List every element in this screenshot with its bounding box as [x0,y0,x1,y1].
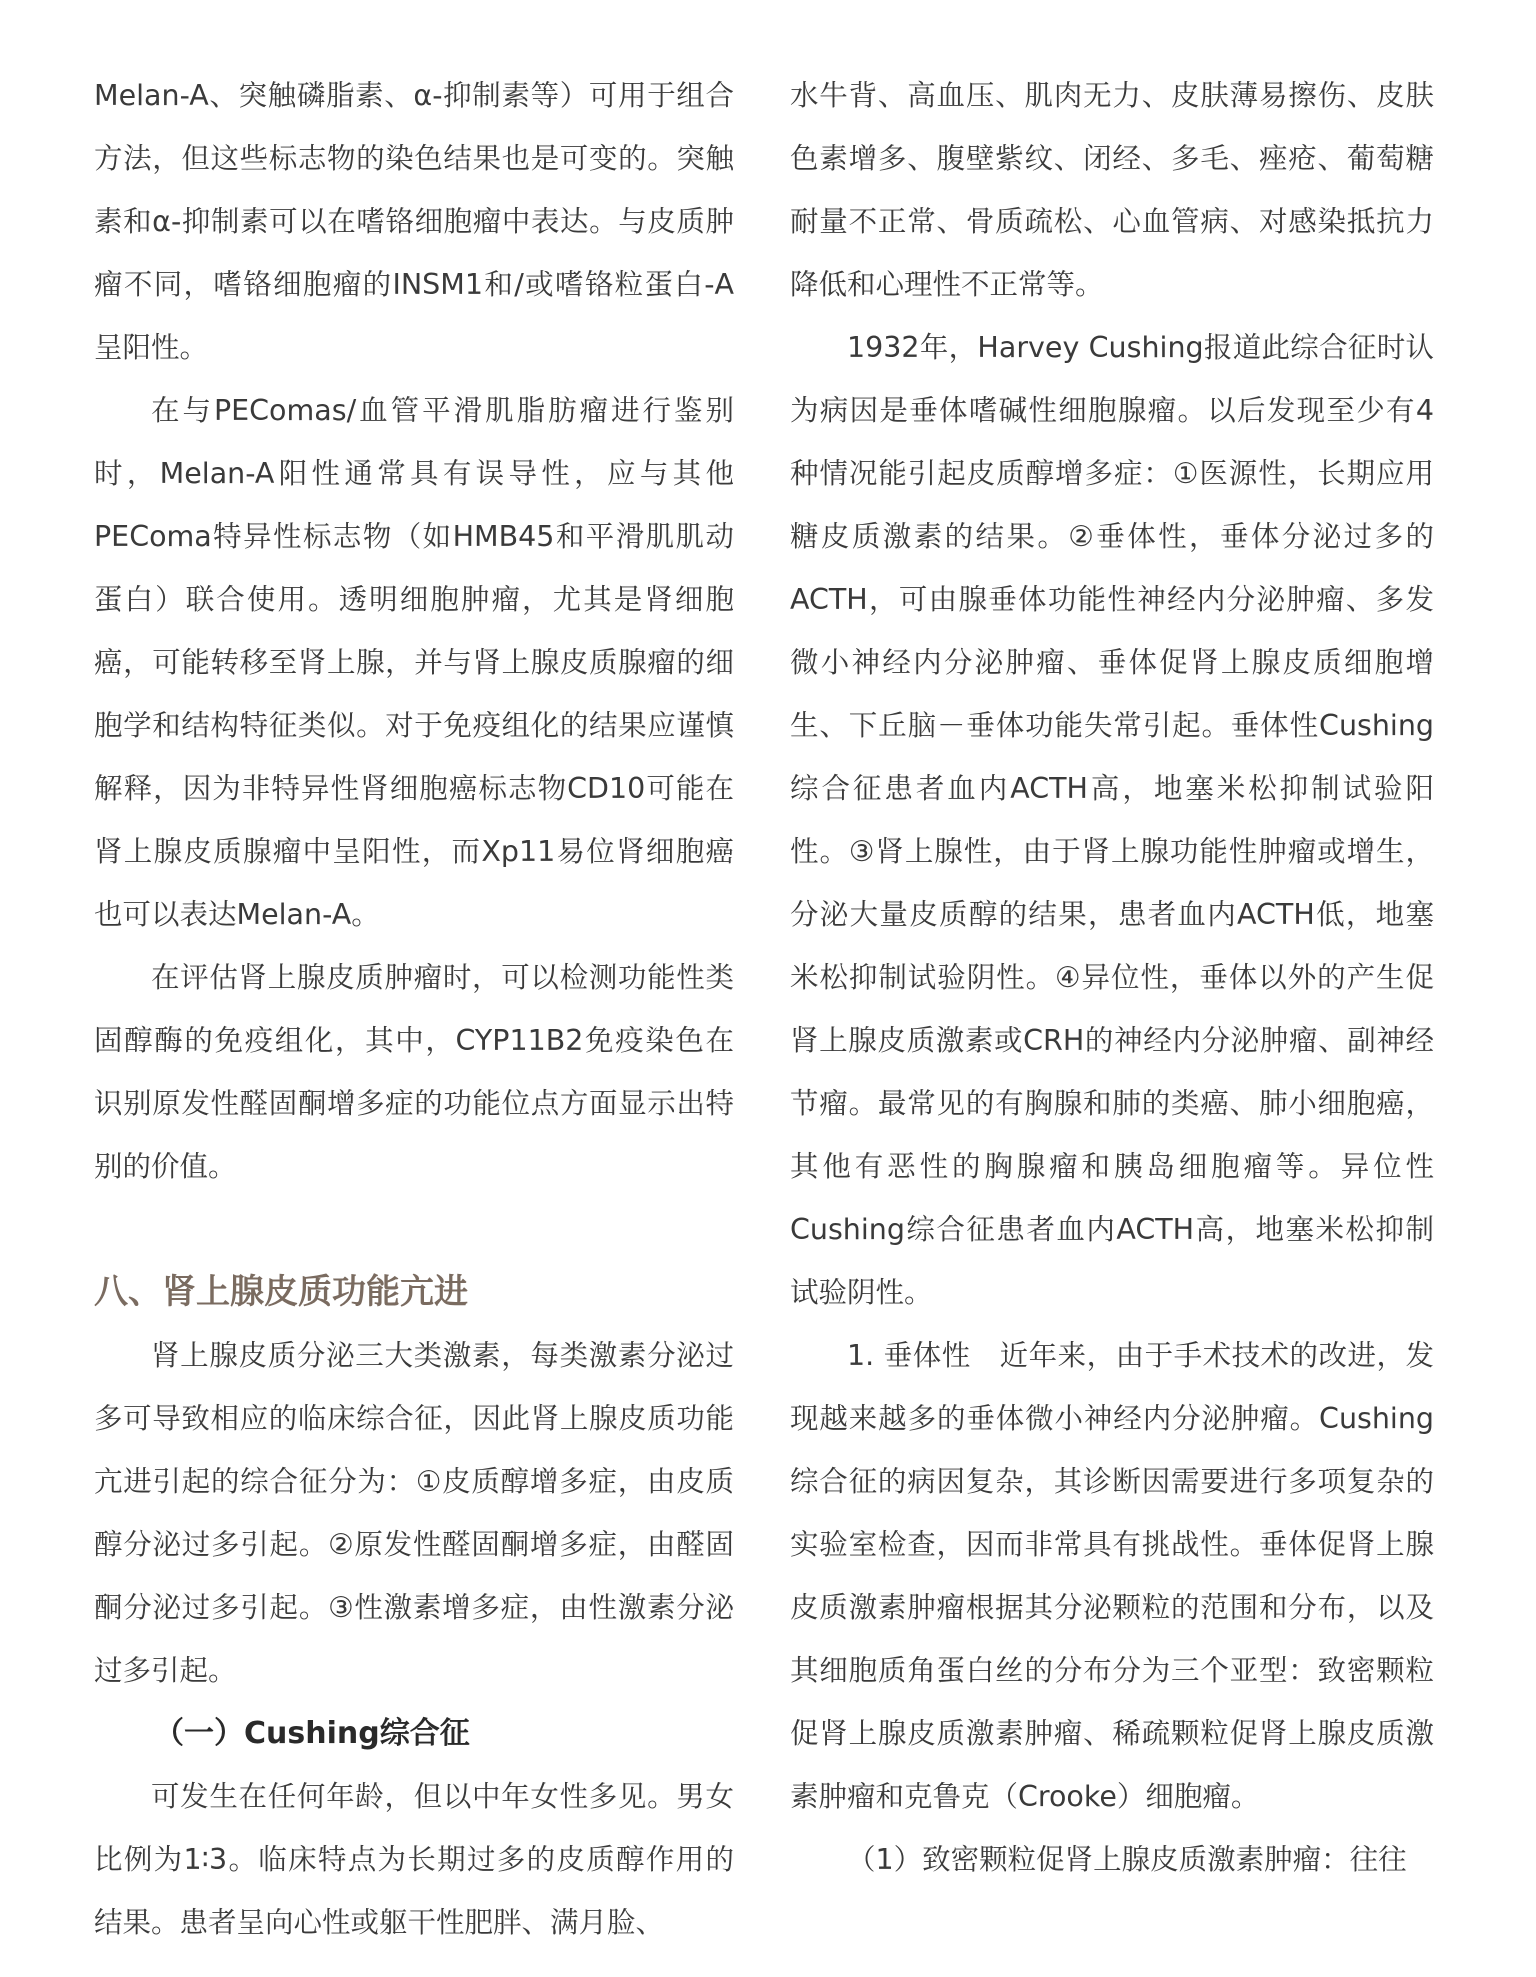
paragraph-dense-granule: （1）致密颗粒促肾上腺皮质激素肿瘤：往往 [847,1843,1407,1876]
paragraph-symptoms-continued: 水牛背、高血压、肌肉无力、皮肤薄易擦伤、皮肤色素增多、腹壁紫纹、闭经、多毛、痤疮、葡萄糖耐量不正常、骨质疏松、心血管病、对感染抵抗力降低和心理性不正常等。 [790,79,1434,301]
right-column [790,64,1434,1891]
subheading-cushing: （一）Cushing综合征 [154,1716,470,1751]
section-heading-hyperfunction: 八、肾上腺皮质功能亢进 [94,1272,468,1312]
paragraph-pecoma-differential: 在与PEComas/血管平滑肌脂肪瘤进行鉴别时，Melan-A阳性通常具有误导性，应与其他PEComa特异性标志物（如HMB45和平滑肌肌动蛋白）联合使用。透明细胞肿瘤，尤其是肾细胞癌，可能转移至肾上腺，并与肾上腺皮质腺瘤的细胞学和结构特征类似。对于免疫组化的结果应谨慎解释，因为非特异性肾细胞癌标志物CD10可能在肾上腺皮质腺瘤中呈阳性，而Xp11易位肾细胞癌也可以表达Melan-A。 [94,394,734,931]
paragraph-pituitary-type: 1. 垂体性 近年来，由于手术技术的改进，发现越来越多的垂体微小神经内分泌肿瘤。Cushing综合征的病因复杂，其诊断因需要进行多项复杂的实验室检查，因而非常具有挑战性。垂体促肾上腺皮质激素肿瘤根据其分泌颗粒的范围和分布，以及其细胞质角蛋白丝的分布分为三个亚型：致密颗粒促肾上腺皮质激素肿瘤、稀疏颗粒促肾上腺皮质激素肿瘤和克鲁克（Crooke）细胞瘤。 [790,1339,1434,1813]
paragraph-steroid-enzymes: 在评估肾上腺皮质肿瘤时，可以检测功能性类固醇酶的免疫组化，其中，CYP11B2免疫染色在识别原发性醛固酮增多症的功能位点方面显示出特别的价值。 [94,961,734,1183]
paragraph-cushing-clinical: 可发生在任何年龄，但以中年女性多见。男女比例为1∶3。临床特点为长期过多的皮质醇作用的结果。患者呈向心性或躯干性肥胖、满月脸、 [94,1780,734,1939]
paragraph-cushing-causes: 1932年，Harvey Cushing报道此综合征时认为病因是垂体嗜碱性细胞腺瘤。以后发现至少有4种情况能引起皮质醇增多症：①医源性，长期应用糖皮质激素的结果。②垂体性，垂体分泌过多的ACTH，可由腺垂体功能性神经内分泌肿瘤、多发微小神经内分泌肿瘤、垂体促肾上腺皮质细胞增生、下丘脑－垂体功能失常引起。垂体性Cushing综合征患者血内ACTH高，地塞米松抑制试验阳性。③肾上腺性，由于肾上腺功能性肿瘤或增生，分泌大量皮质醇的结果，患者血内ACTH低，地塞米松抑制试验阴性。④异位性，垂体以外的产生促肾上腺皮质激素或CRH的神经内分泌肿瘤、副神经节瘤。最常见的有胸腺和肺的类癌、肺小细胞癌，其他有恶性的胸腺瘤和胰岛细胞瘤等。异位性Cushing综合征患者血内ACTH高，地塞米松抑制试验阴性。 [790,331,1434,1309]
left-column [94,64,734,1954]
paragraph-hormone-classes: 肾上腺皮质分泌三大类激素，每类激素分泌过多可导致相应的临床综合征，因此肾上腺皮质功能亢进引起的综合征分为：①皮质醇增多症，由皮质醇分泌过多引起。②原发性醛固酮增多症，由醛固酮分泌过多引起。③性激素增多症，由性激素分泌过多引起。 [94,1339,734,1687]
paragraph-ihc-markers: Melan-A、突触磷脂素、α-抑制素等）可用于组合方法，但这些标志物的染色结果也是可变的。突触素和α-抑制素可以在嗜铬细胞瘤中表达。与皮质肿瘤不同，嗜铬细胞瘤的INSM1和/或嗜铬粒蛋白-A呈阳性。 [94,79,734,364]
